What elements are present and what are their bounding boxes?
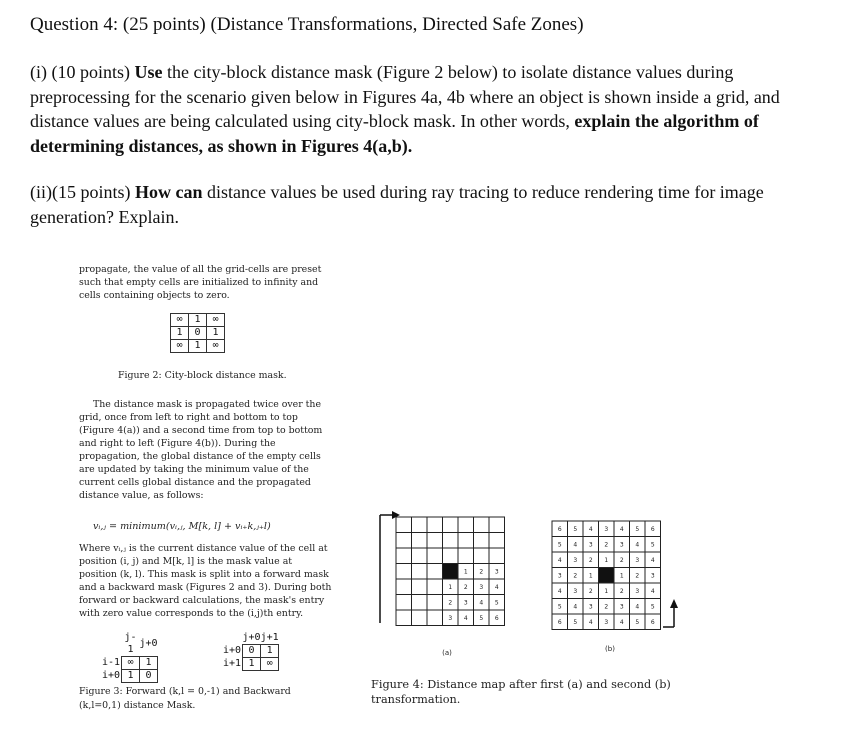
distance-grid-b (552, 521, 661, 630)
grid-cell (396, 564, 412, 580)
col-header: j+0 (140, 632, 158, 657)
grid-value: 4 (479, 599, 484, 607)
grid-value: 5 (573, 525, 578, 533)
excerpt-propagation: The distance mask is propagated twice over the grid, once from left to right and bottom to top (Figure 4(a)) and a second time from top to bottom and right to left (Figure 4(b)). During the propagation, the global distance of the empty cells are updated by taking the minimum value of the current cells global distance and the propagated distance value, as follows: (79, 399, 323, 501)
distance-grid-a (396, 517, 505, 626)
grid-cell (396, 533, 412, 549)
grid-value: 3 (635, 587, 640, 595)
grid-value: 4 (650, 556, 655, 564)
grid-value: 2 (479, 568, 484, 576)
grid-cell (396, 595, 412, 611)
figure-4-caption: Figure 4: Distance map after first (a) and second (b) transformation. (371, 678, 671, 706)
grid-value: 6 (557, 525, 562, 533)
grid-value: 4 (557, 587, 562, 595)
grid-value: 4 (463, 614, 468, 622)
row-header: i+0 (222, 645, 242, 656)
grid-value: 6 (557, 618, 562, 626)
grid-value: 1 (619, 572, 624, 580)
forward-mask-table (101, 632, 158, 683)
grid-value: 6 (494, 614, 499, 622)
grid-value: 3 (573, 587, 578, 595)
grid-value: 1 (604, 556, 609, 564)
grid-cell (396, 548, 412, 564)
mask-cell: 1 (189, 340, 207, 353)
part1-text: the city-block distance mask (Figure 2 below) to isolate distance values during preprocessing for the scenario given below in Figures 4a, 4b where an object is shown inside a grid, and distance values are being calculated using city-block mask. In other words, (30, 62, 780, 131)
mask-cell: 1 (243, 658, 261, 671)
col-header: j+1 (260, 632, 279, 643)
grid-cell (458, 533, 474, 549)
question-part-2 (30, 180, 830, 229)
grid-cell (458, 517, 474, 533)
grid-cell (489, 548, 505, 564)
grid-cell (412, 564, 428, 580)
figure-4-distance-maps (370, 505, 690, 670)
grid-cell (427, 595, 443, 611)
grid-cell (427, 564, 443, 580)
grid-value: 3 (619, 603, 624, 611)
grid-cell (412, 517, 428, 533)
grid-cell (443, 548, 459, 564)
grid-cell (427, 548, 443, 564)
grid-value: 3 (588, 603, 593, 611)
grid-value: 6 (650, 525, 655, 533)
grid-cell (396, 579, 412, 595)
grid-value: 2 (448, 599, 453, 607)
grid-value: 3 (619, 541, 624, 549)
grid-value: 4 (650, 587, 655, 595)
grid-value: 4 (635, 541, 640, 549)
figure-3-caption: Figure 3: Forward (k,l = 0,-1) and Backward (k,l=0,1) distance Mask. (79, 686, 291, 711)
grid-value: 3 (604, 525, 609, 533)
mask-cell: ∞ (171, 314, 189, 327)
grid-value: 4 (619, 525, 624, 533)
grid-cell (458, 548, 474, 564)
grid-value: 5 (635, 525, 640, 533)
grid-cell (427, 579, 443, 595)
grid-cell (396, 517, 412, 533)
grid-value: 4 (494, 583, 499, 591)
part2-bold-1: How can (135, 182, 203, 202)
col-header: j-1 (122, 632, 140, 657)
grid-value: 5 (573, 618, 578, 626)
mask-cell: 1 (207, 327, 225, 340)
grid-cell (396, 610, 412, 626)
mask-cell: ∞ (261, 658, 279, 671)
grid-cell (489, 517, 505, 533)
grid-cell (412, 610, 428, 626)
row-header: i+0 (101, 670, 121, 681)
mask-cell: 0 (140, 670, 158, 683)
grid-value: 5 (635, 618, 640, 626)
mask-cell: ∞ (122, 657, 140, 670)
grid-value: 5 (494, 599, 499, 607)
grid-cell (412, 595, 428, 611)
arrow-b-icon (663, 599, 678, 627)
grid-cell (474, 517, 490, 533)
grid-value: 4 (619, 618, 624, 626)
grid-value: 5 (650, 541, 655, 549)
grid-value: 1 (448, 583, 453, 591)
grid-value: 3 (588, 541, 593, 549)
city-block-mask-table (170, 313, 225, 353)
grid-value: 1 (604, 587, 609, 595)
grid-value: 3 (479, 583, 484, 591)
part2-text: distance values be used during ray tracing to reduce rendering time for image generation? Explain. (30, 182, 764, 227)
figure-2-caption: Figure 2: City-block distance mask. (118, 370, 287, 381)
grid-value: 3 (463, 599, 468, 607)
mask-cell: 1 (171, 327, 189, 340)
part2-prefix: (ii)(15 points) (30, 182, 135, 202)
mask-cell: 1 (261, 645, 279, 658)
grid-value: 2 (619, 587, 624, 595)
corner-cell (222, 632, 243, 645)
grid-cell (474, 548, 490, 564)
mask-cell: ∞ (171, 340, 189, 353)
figure-4a-label: (a) (442, 649, 452, 657)
grid-value: 2 (463, 583, 468, 591)
grid-value: 6 (650, 618, 655, 626)
grid-value: 2 (588, 556, 593, 564)
grid-value: 3 (494, 568, 499, 576)
grid-value: 3 (557, 572, 562, 580)
backward-mask-table (222, 632, 279, 671)
row-header: i+1 (222, 658, 242, 669)
question-title: Question 4: (25 points) (Distance Transformations, Directed Safe Zones) (30, 14, 584, 35)
grid-value: 5 (557, 603, 562, 611)
mask-cell: 1 (122, 670, 140, 683)
excerpt-where: Where vᵢ,ⱼ is the current distance value of the cell at position (i, j) and M[k, l] is the mask value at position (k, l). This mask is split into a forward mask and a backward mask (Figures 2 and 3). During both forward or backward calculations, the mask's entry with zero value corresponds to the (i,j)th entry. (79, 543, 332, 619)
grid-value: 2 (604, 541, 609, 549)
grid-cell (427, 533, 443, 549)
grid-value: 4 (588, 618, 593, 626)
grid-cell (443, 517, 459, 533)
grid-value: 1 (588, 572, 593, 580)
part1-prefix: (i) (10 points) (30, 62, 135, 82)
part1-bold-1: Use (134, 62, 163, 82)
mask-cell: ∞ (207, 340, 225, 353)
grid-value: 2 (635, 572, 640, 580)
grid-value: 2 (619, 556, 624, 564)
figure-4b-label: (b) (605, 645, 615, 653)
mask-cell: 0 (243, 645, 261, 658)
question-part-1 (30, 60, 830, 158)
grid-value: 3 (448, 614, 453, 622)
grid-value: 4 (573, 603, 578, 611)
mask-cell: 0 (189, 327, 207, 340)
grid-value: 4 (573, 541, 578, 549)
grid-cell (427, 610, 443, 626)
excerpt-intro: propagate, the value of all the grid-cells are preset such that empty cells are initialized to infinity and cells containing objects to zero. (79, 264, 322, 301)
grid-value: 2 (588, 587, 593, 595)
grid-value: 2 (573, 572, 578, 580)
grid-cell (412, 533, 428, 549)
grid-value: 3 (635, 556, 640, 564)
grid-value: 3 (604, 618, 609, 626)
mask-cell: ∞ (207, 314, 225, 327)
row-header: i-1 (101, 657, 121, 668)
mask-cell: 1 (189, 314, 207, 327)
grid-value: 4 (588, 525, 593, 533)
distance-formula: vᵢ,ⱼ = minimum(vᵢ,ⱼ, M[k, l] + vᵢ₊k,ⱼ₊l) (93, 521, 271, 532)
grid-value: 3 (650, 572, 655, 580)
col-header: j+0 (242, 632, 261, 643)
grid-cell (489, 533, 505, 549)
grid-value: 4 (635, 603, 640, 611)
object-cell (443, 564, 459, 580)
grid-value: 5 (557, 541, 562, 549)
grid-cell (474, 533, 490, 549)
corner-cell (101, 632, 122, 657)
grid-value: 2 (604, 603, 609, 611)
grid-value: 3 (573, 556, 578, 564)
grid-cell (443, 533, 459, 549)
grid-value: 5 (479, 614, 484, 622)
part1-bold-2: explain the algorithm of determining distances, as shown in Figures 4(a,b). (30, 111, 759, 156)
object-cell (599, 568, 615, 584)
mask-cell: 1 (140, 657, 158, 670)
grid-value: 1 (463, 568, 468, 576)
grid-cell (427, 517, 443, 533)
grid-value: 5 (650, 603, 655, 611)
grid-value: 4 (557, 556, 562, 564)
grid-cell (412, 548, 428, 564)
grid-cell (412, 579, 428, 595)
